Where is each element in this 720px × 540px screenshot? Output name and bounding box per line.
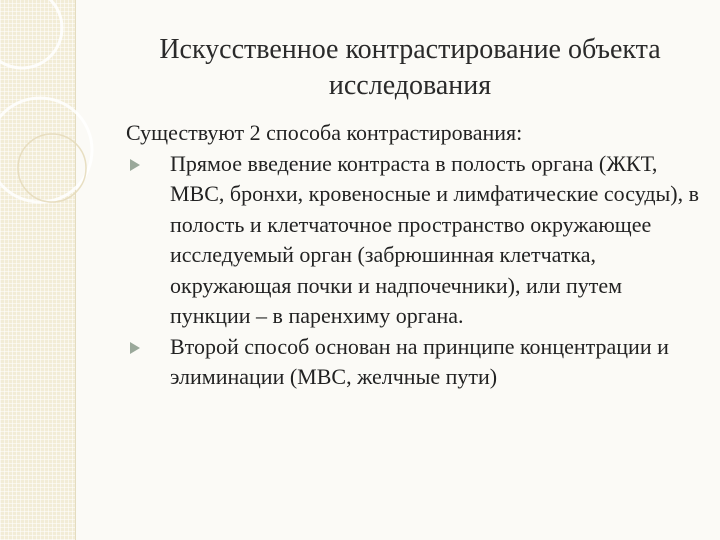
bullet-list — [126, 149, 706, 393]
bullet-item — [126, 332, 706, 393]
bullet-text: Второй способ основан на принципе концентрации и элиминации (МВС, желчные пути) — [170, 333, 669, 389]
bullet-text: Прямое введение контраста в полость органа (ЖКТ, МВС, бронхи, кровеносные и лимфатические сосуды), в полость и клетчаточное пространство окружающее исследуемый орган (забрюшинная клетчатка, окружающая почки и надпочечники), или путем пункции – в паренхиму органа. — [170, 150, 700, 328]
bullet-item — [126, 149, 706, 332]
decorative-rings-icon — [0, 0, 120, 220]
bullet-arrow-icon — [130, 342, 140, 354]
slide-content — [126, 118, 706, 393]
intro-text: Существуют 2 способа контрастирования: — [126, 120, 523, 145]
slide-title: Искусственное контрастирование объекта исследования — [159, 34, 661, 101]
bullet-arrow-icon — [130, 159, 140, 171]
